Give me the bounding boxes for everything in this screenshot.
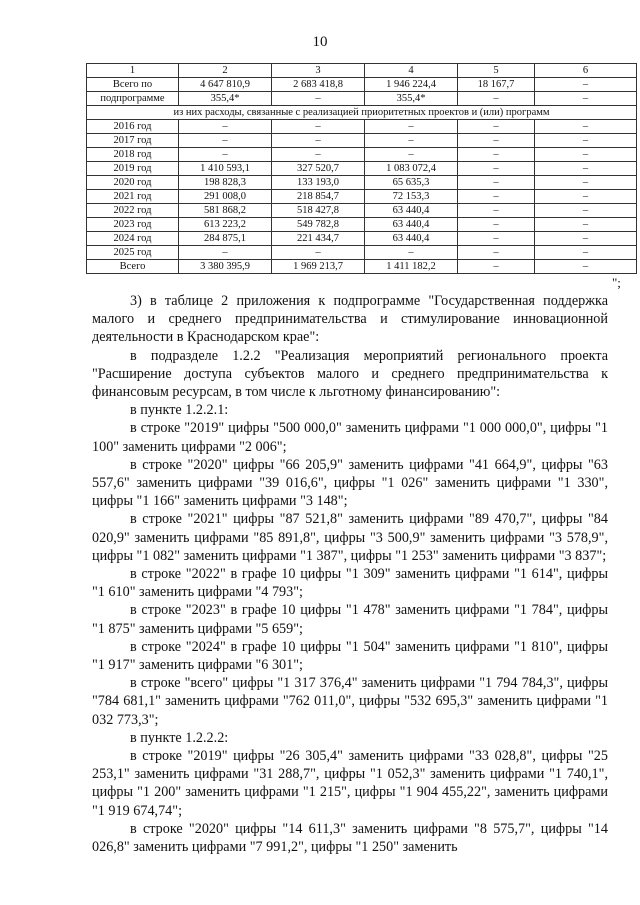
table-cell: – <box>458 162 535 176</box>
table-cell: – <box>535 218 637 232</box>
paragraph: в подразделе 1.2.2 "Реализация мероприятий регионального проекта "Расширение доступа субъектов малого и среднего предпринимательства к финансовым ресурсам, в том числе к льготному финансированию": <box>92 347 608 401</box>
table-row <box>87 176 637 190</box>
paragraph: 3) в таблице 2 приложения к подпрограмме "Государственная поддержка малого и среднего предпринимательства и стимулирование инновационной деятельности в Краснодарском крае": <box>92 293 608 346</box>
table-cell: – <box>365 134 458 148</box>
table-cell: – <box>458 232 535 246</box>
table-row <box>87 190 637 204</box>
table-cell: – <box>458 148 535 162</box>
table-cell: – <box>535 232 637 246</box>
table-cell: 581 868,2 <box>179 204 272 218</box>
paragraph: в строке "2020" цифры "66 205,9" заменить цифрами "41 664,9", цифры "63 557,6" заменить цифрами "39 016,6", цифры "1 026" заменить цифрами "1 330", цифры "1 166" заменить цифрами "3 148"; <box>92 456 608 510</box>
table-row <box>87 246 637 260</box>
table-row <box>87 134 637 148</box>
table-cell: – <box>272 148 365 162</box>
table-cell: 1 946 224,4 <box>365 78 458 92</box>
table-cell: – <box>535 120 637 134</box>
table-cell: – <box>535 260 637 274</box>
table-cell: 133 193,0 <box>272 176 365 190</box>
paragraph: в строке "2019" цифры "500 000,0" заменить цифрами "1 000 000,0", цифры "1 100" заменить цифрами "2 006"; <box>92 420 608 455</box>
table-row <box>87 204 637 218</box>
row-label: 2018 год <box>87 148 179 162</box>
table-cell: 72 153,3 <box>365 190 458 204</box>
table-cell: – <box>458 190 535 204</box>
table-cell: 18 167,7 <box>458 78 535 92</box>
table-cell: – <box>272 92 365 106</box>
table-cell: 1 969 213,7 <box>272 260 365 274</box>
table-cell: – <box>272 246 365 260</box>
amendment-text <box>92 292 608 856</box>
page-number: 10 <box>312 34 328 50</box>
table-cell: 613 223,2 <box>179 218 272 232</box>
table-cell: 4 647 810,9 <box>179 78 272 92</box>
table-total-row <box>87 92 637 106</box>
paragraph: в строке "2022" в графе 10 цифры "1 309" заменить цифрами "1 614", цифры "1 610" заменить цифрами "4 793"; <box>92 566 608 601</box>
table-row <box>87 162 637 176</box>
table-cell: 221 434,7 <box>272 232 365 246</box>
table-cell: 284 875,1 <box>179 232 272 246</box>
table-cell: – <box>272 120 365 134</box>
paragraph: в пункте 1.2.2.2: <box>130 729 229 746</box>
table-cell: – <box>535 162 637 176</box>
table-cell: 1 083 072,4 <box>365 162 458 176</box>
table-cell: 63 440,4 <box>365 204 458 218</box>
row-label: 2020 год <box>87 176 179 190</box>
row-label: Всего по <box>87 78 179 92</box>
paragraph: в строке "2024" в графе 10 цифры "1 504" заменить цифрами "1 810", цифры "1 917" заменить цифрами "6 301"; <box>92 638 608 674</box>
table-cell: 1 410 593,1 <box>179 162 272 176</box>
table-cell: 1 411 182,2 <box>365 260 458 274</box>
table-cell: – <box>535 176 637 190</box>
row-label: 2017 год <box>87 134 179 148</box>
closing-quote: "; <box>612 275 621 290</box>
table-span-row <box>87 106 637 120</box>
table-cell: – <box>179 148 272 162</box>
table-row <box>87 218 637 232</box>
row-label: 2019 год <box>87 162 179 176</box>
table-cell: 65 635,3 <box>365 176 458 190</box>
row-label: Всего <box>87 260 179 274</box>
row-label: 2024 год <box>87 232 179 246</box>
paragraph: в пункте 1.2.2.1: <box>130 402 229 419</box>
table-row <box>87 260 637 274</box>
table-cell: – <box>535 78 637 92</box>
table-cell: – <box>458 260 535 274</box>
row-label: 2022 год <box>87 204 179 218</box>
table-row <box>87 148 637 162</box>
row-label: 2023 год <box>87 218 179 232</box>
table-cell: 3 380 395,9 <box>179 260 272 274</box>
table-cell: 355,4* <box>365 92 458 106</box>
table-cell: 327 520,7 <box>272 162 365 176</box>
table-cell: – <box>179 134 272 148</box>
table-cell: 3 <box>272 64 365 78</box>
table-cell: – <box>458 134 535 148</box>
table-cell: – <box>458 176 535 190</box>
table-cell: 4 <box>365 64 458 78</box>
table-cell: – <box>458 120 535 134</box>
table-cell: – <box>535 134 637 148</box>
table-cell: – <box>365 148 458 162</box>
table-row <box>87 232 637 246</box>
table-cell: – <box>535 190 637 204</box>
table-cell: – <box>535 148 637 162</box>
table-cell: – <box>458 92 535 106</box>
table-header-row <box>87 64 637 78</box>
table-cell: 518 427,8 <box>272 204 365 218</box>
table-cell: – <box>458 246 535 260</box>
table-cell: – <box>535 246 637 260</box>
table-cell: 2 683 418,8 <box>272 78 365 92</box>
table-cell: – <box>535 204 637 218</box>
paragraph: в строке "2023" в графе 10 цифры "1 478" заменить цифрами "1 784", цифры "1 875" заменить цифрами "5 659"; <box>92 602 608 637</box>
paragraph: в строке "2021" цифры "87 521,8" заменить цифрами "89 470,7", цифры "84 020,9" заменить цифрами "85 891,8", цифры "3 500,9" заменить цифрами "3 578,9", цифры "1 082" заменить цифрами "1 387", цифры "1 253" заменить цифрами "3 837"; <box>92 511 608 564</box>
table-cell: – <box>458 204 535 218</box>
span-note: из них расходы, связанные с реализацией приоритетных проектов и (или) программ <box>87 106 637 120</box>
table-cell: 63 440,4 <box>365 232 458 246</box>
row-label: 2021 год <box>87 190 179 204</box>
paragraph: в строке "всего" цифры "1 317 376,4" заменить цифрами "1 794 784,3", цифры "784 681,1" заменить цифрами "762 011,0", цифры "532 695,3" заменить цифрами "1 032 773,3"; <box>92 675 608 728</box>
table-cell: – <box>179 120 272 134</box>
table-cell: 63 440,4 <box>365 218 458 232</box>
table-cell: 198 828,3 <box>179 176 272 190</box>
budget-table <box>86 63 637 274</box>
table-cell: – <box>365 246 458 260</box>
table-cell: 549 782,8 <box>272 218 365 232</box>
table-cell: 5 <box>458 64 535 78</box>
table-cell: – <box>365 120 458 134</box>
row-label: 2016 год <box>87 120 179 134</box>
table-cell: – <box>535 92 637 106</box>
table-total-row <box>87 78 637 92</box>
paragraph: в строке "2019" цифры "26 305,4" заменить цифрами "33 028,8", цифры "25 253,1" заменить цифрами "31 288,7", цифры "1 052,3" заменить цифрами "1 740,1", цифры "1 200" заменить цифрами "1 215", цифры "1 904 455,22", заменить цифрами "1 919 674,74"; <box>92 748 608 819</box>
table-cell: – <box>272 134 365 148</box>
table-row <box>87 120 637 134</box>
table-cell: 6 <box>535 64 637 78</box>
table-cell: 355,4* <box>179 92 272 106</box>
row-label: 1 <box>87 64 179 78</box>
row-label: 2025 год <box>87 246 179 260</box>
table-cell: 2 <box>179 64 272 78</box>
table-cell: 291 008,0 <box>179 190 272 204</box>
table-cell: – <box>458 218 535 232</box>
table-cell: 218 854,7 <box>272 190 365 204</box>
row-label: подпрограмме <box>87 92 179 106</box>
table-cell: – <box>179 246 272 260</box>
paragraph: в строке "2020" цифры "14 611,3" заменить цифрами "8 575,7", цифры "14 026,8" заменить цифрами "7 991,2", цифры "1 250" заменить <box>92 820 608 856</box>
